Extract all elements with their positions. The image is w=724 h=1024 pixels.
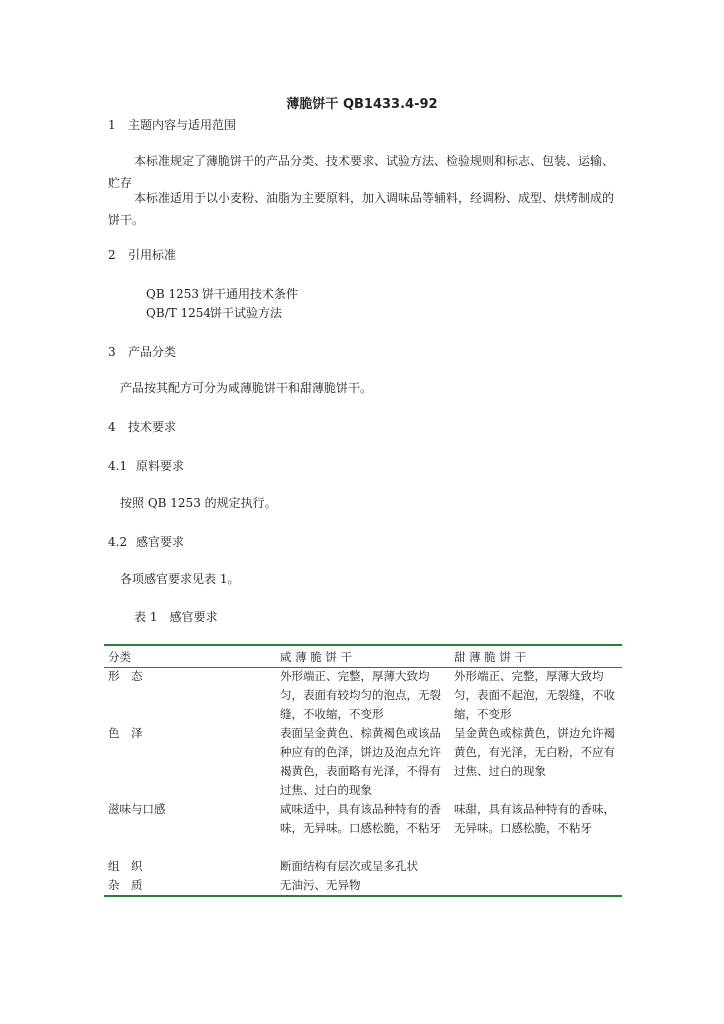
paragraph-sensory-ref: 各项感官要求见表 1。 xyxy=(120,572,240,586)
table-top-rule xyxy=(104,644,622,646)
paragraph-classification: 产品按其配方可分为咸薄脆饼干和甜薄脆饼干。 xyxy=(120,381,373,395)
section-number: 4.1 xyxy=(108,459,128,473)
table-row-label: 组 织 xyxy=(108,859,143,873)
reference-code: QB 1253 xyxy=(146,287,200,301)
reference-item xyxy=(146,286,298,302)
paragraph-scope-applicability: 本标准适用于以小麦粉、油脂为主要原料，加入调味品等辅料，经调粉、成型、烘烤制成的饼干。 xyxy=(108,191,615,227)
table-row-label: 色 泽 xyxy=(108,726,143,740)
section-4-2-heading xyxy=(108,534,184,550)
table-cell-sweet: 味甜，具有该品种特有的香味，无异味。口感松脆，不粘牙 xyxy=(454,802,615,835)
section-title: 引用标准 xyxy=(128,248,177,262)
reference-name: 饼干通用技术条件 xyxy=(202,287,299,301)
paragraph-raw-material: 按照 QB 1253 的规定执行。 xyxy=(120,496,277,510)
reference-code: QB/T 1254 xyxy=(146,306,212,320)
table-row-label: 滋味与口感 xyxy=(108,802,166,816)
section-1-heading xyxy=(108,117,236,133)
reference-item xyxy=(146,305,282,321)
section-number: 3 xyxy=(108,345,116,359)
section-3-heading xyxy=(108,344,176,360)
table-cell-salty: 无油污、无异物 xyxy=(280,878,361,892)
document-title: 薄脆饼干 QB1433.4-92 xyxy=(286,97,438,112)
section-4-heading xyxy=(108,419,176,435)
table-bottom-rule xyxy=(104,895,622,897)
table-row-label: 杂 质 xyxy=(108,878,143,892)
section-number: 2 xyxy=(108,248,116,262)
paragraph-scope-intro: 本标准规定了薄脆饼干的产品分类、技术要求、试验方法、检验规则和标志、包装、运输、贮存 xyxy=(108,154,615,190)
section-title: 技术要求 xyxy=(128,420,177,434)
table-cell-salty: 咸味适中，具有该品种特有的香味，无异味。口感松脆，不粘牙 xyxy=(280,802,441,835)
table-cell-sweet: 外形端正、完整，厚薄大致均匀，表面不起泡，无裂缝，不收缩，不变形 xyxy=(454,669,615,721)
section-title: 产品分类 xyxy=(128,345,177,359)
table-header-sweet: 甜 薄 脆 饼 干 xyxy=(454,650,527,664)
section-title: 主题内容与适用范围 xyxy=(128,118,237,132)
table-cell-sweet: 呈金黄色或棕黄色，饼边允许褐黄色，有光泽，无白粉，不应有过焦、过白的现象 xyxy=(454,726,615,778)
section-4-1-heading xyxy=(108,458,184,474)
table-cell-salty: 表面呈金黄色、棕黄褐色或该品种应有的色泽，饼边及泡点允许褐黄色，表面略有光泽，不得有过焦、过白的现象 xyxy=(280,726,441,797)
table-cell-salty: 外形端正、完整，厚薄大致均匀，表面有较均匀的泡点，无裂缝，不收缩，不变形 xyxy=(280,669,441,721)
reference-name: 饼干试验方法 xyxy=(210,306,283,320)
section-title: 原料要求 xyxy=(136,459,185,473)
table-header-salty: 咸 薄 脆 饼 干 xyxy=(280,650,353,664)
section-2-heading xyxy=(108,247,176,263)
section-number: 4 xyxy=(108,420,116,434)
table-cell-salty: 断面结构有层次或呈多孔状 xyxy=(280,859,418,873)
section-number: 4.2 xyxy=(108,535,128,549)
table-caption: 表 1 感官要求 xyxy=(134,610,218,624)
table-header-category: 分类 xyxy=(108,650,131,664)
section-number: 1 xyxy=(108,118,116,132)
section-title: 感官要求 xyxy=(136,535,185,549)
table-row-label: 形 态 xyxy=(108,669,143,683)
